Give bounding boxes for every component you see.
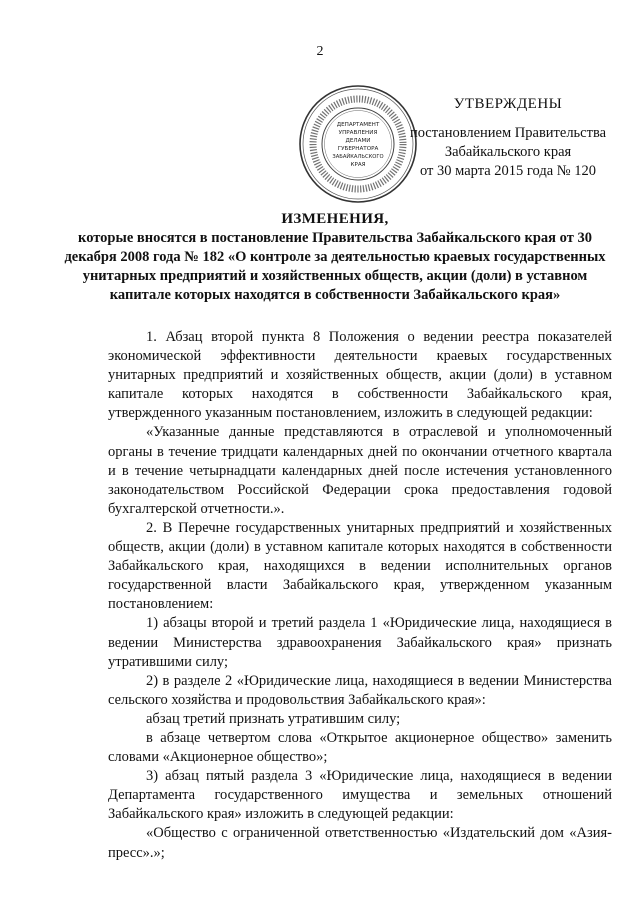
approval-line-2: Забайкальского края — [444, 144, 572, 160]
approval-line-3: от 30 марта 2015 года № 120 — [420, 163, 596, 179]
page-number: 2 — [316, 44, 324, 59]
paragraph: «Указанные данные представляются в отраслевой и уполномоченный органы в течение тридцати календарных дней по окончании отчетного квартала и в течение четырнадцати календарных дней после истечения установленного законодательством Российской Федерации срока предоставления годовой бухгалтерской отчетности.». — [108, 424, 612, 517]
paragraph: 2. В Перечне государственных унитарных предприятий и хозяйственных обществ, акции (доли) в уставном капитале которых находятся в собственности Забайкальского края, находящихся в ведении исполнительных органов государственной власти Забайкальского края, утвержденном указанным постановлением: — [108, 519, 612, 613]
paragraph: «Общество с ограниченной ответственностью «Издательский дом «Азия-пресс».»; — [108, 825, 612, 861]
paragraph: в абзаце четвертом слова «Открытое акционерное общество» заменить словами «Акционерное общество»; — [108, 729, 612, 766]
seal-line: УПРАВЛЕНИЯ — [338, 130, 378, 136]
seal-line: ДЕЛАМИ — [345, 138, 371, 144]
title-heading: ИЗМЕНЕНИЯ, — [281, 211, 389, 227]
paragraph: 1. Абзац второй пункта 8 Положения о ведении реестра показателей экономической эффективности деятельности краевых государственных унитарных предприятий и хозяйственных обществ, акции (доли) в уставном капитале которых находятся в собственности Забайкальского края, утвержденного указанным постановлением, изложить в следующей редакции: — [108, 329, 612, 422]
document-body — [108, 328, 612, 863]
approval-line-1: постановлением Правительства — [409, 125, 607, 141]
paragraph: 3) абзац пятый раздела 3 «Юридические лица, находящиеся в ведении Департамента государственного имущества и земельных отношений Забайкальского края» изложить в следующей редакции: — [108, 768, 612, 823]
paragraph: 1) абзацы второй и третий раздела 1 «Юридические лица, находящиеся в ведении Министерства здравоохранения Забайкальского края» признать утратившими силу; — [108, 615, 612, 670]
seal-line: ГУБЕРНАТОРА — [337, 146, 379, 152]
approval-heading: УТВЕРЖДЕНЫ — [453, 96, 563, 112]
seal-line: ДЕПАРТАМЕНТ — [336, 122, 380, 128]
seal-line: КРАЯ — [350, 162, 366, 168]
approval-block — [398, 95, 618, 181]
paragraph: абзац третий признать утратившим силу; — [146, 710, 401, 727]
title-subtitle: которые вносятся в постановление Правительства Забайкальского края от 30 декабря 2008 года № 182 «О контроле за деятельностью краевых государственных унитарных предприятий и хозяйственных обществ, акции (доли) в уставном капитале которых находятся в собственности Забайкальского края» — [64, 230, 606, 303]
paragraph: 2) в разделе 2 «Юридические лица, находящиеся в ведении Министерства сельского хозяйства и продовольствия Забайкальского края»: — [108, 672, 612, 708]
document-title — [60, 210, 610, 305]
seal-line: ЗАБАЙКАЛЬСКОГО — [332, 154, 384, 160]
